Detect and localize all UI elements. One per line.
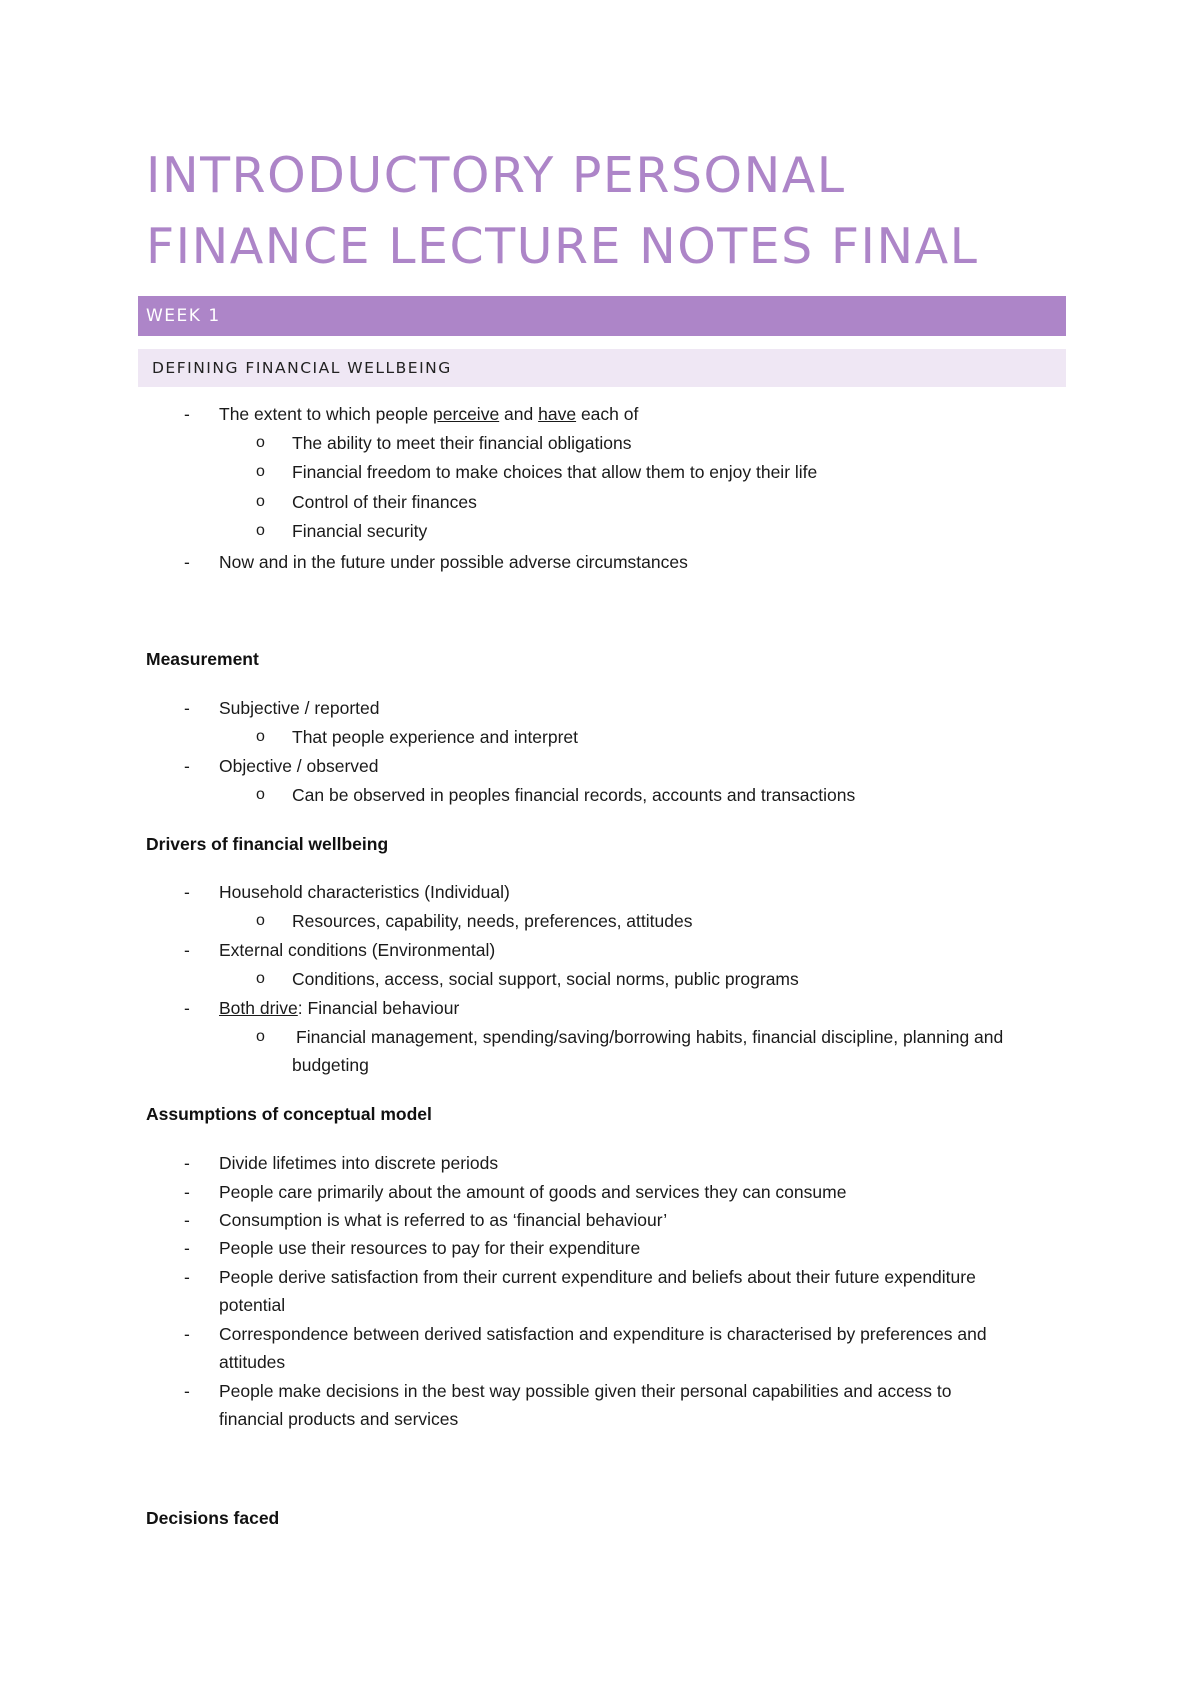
dash-bullet: - xyxy=(184,882,190,902)
assumption-item: Divide lifetimes into discrete periods xyxy=(219,1153,499,1173)
assumption-item-continuation: financial products and services xyxy=(219,1409,459,1429)
measurement-heading: Measurement xyxy=(146,649,259,669)
assumption-item: Consumption is what is referred to as ‘financial behaviour’ xyxy=(219,1210,668,1230)
definition-intro xyxy=(219,401,638,427)
section-heading: DEFINING FINANCIAL WELLBEING xyxy=(152,359,452,377)
title-line-2: FINANCE LECTURE NOTES FINAL xyxy=(146,218,979,275)
underlined-both-drive: Both drive xyxy=(219,998,298,1018)
definition-sub-item: Financial security xyxy=(292,521,428,541)
assumption-item-continuation: attitudes xyxy=(219,1352,286,1372)
dash-bullet: - xyxy=(184,1182,190,1202)
assumptions-heading: Assumptions of conceptual model xyxy=(146,1104,432,1124)
drivers-sub-item: Financial management, spending/saving/borrowing habits, financial discipline, planning and xyxy=(296,1027,1004,1047)
assumption-item-continuation: potential xyxy=(219,1295,286,1315)
dash-bullet: - xyxy=(184,698,190,718)
dash-bullet: - xyxy=(184,552,190,572)
section-heading-bar xyxy=(138,349,1066,387)
circle-bullet: o xyxy=(256,970,265,987)
assumption-item: People care primarily about the amount of goods and services they can consume xyxy=(219,1182,847,1202)
dash-bullet: - xyxy=(184,404,190,424)
circle-bullet: o xyxy=(256,912,265,929)
circle-bullet: o xyxy=(256,1028,265,1045)
dash-bullet: - xyxy=(184,1153,190,1173)
dash-bullet: - xyxy=(184,1381,190,1401)
measurement-sub-item: That people experience and interpret xyxy=(292,727,579,747)
drivers-item-rest: : Financial behaviour xyxy=(297,998,460,1018)
dash-bullet: - xyxy=(184,1238,190,1258)
definition-sub-item: The ability to meet their financial obligations xyxy=(292,433,632,453)
circle-bullet: o xyxy=(256,786,265,803)
measurement-sub-item: Can be observed in peoples financial records, accounts and transactions xyxy=(292,785,856,805)
dash-bullet: - xyxy=(184,998,190,1018)
drivers-sub-item: Conditions, access, social support, social norms, public programs xyxy=(292,969,799,989)
drivers-heading: Drivers of financial wellbeing xyxy=(146,834,389,854)
assumption-item: People make decisions in the best way possible given their personal capabilities and access to xyxy=(219,1381,952,1401)
underlined-perceive: perceive xyxy=(433,404,500,424)
circle-bullet: o xyxy=(256,463,265,480)
circle-bullet: o xyxy=(256,522,265,539)
dash-bullet: - xyxy=(184,1267,190,1287)
drivers-item: Household characteristics (Individual) xyxy=(219,882,510,902)
definition-sub-item: Control of their finances xyxy=(292,492,477,512)
drivers-item xyxy=(219,995,459,1021)
circle-bullet: o xyxy=(256,434,265,451)
definition-intro-end: each of xyxy=(576,404,639,424)
drivers-sub-item-continuation: budgeting xyxy=(292,1055,369,1075)
circle-bullet: o xyxy=(256,493,265,510)
dash-bullet: - xyxy=(184,1210,190,1230)
dash-bullet: - xyxy=(184,940,190,960)
drivers-item: External conditions (Environmental) xyxy=(219,940,496,960)
dash-bullet: - xyxy=(184,1324,190,1344)
definition-intro-text: The extent to which people xyxy=(219,404,434,424)
definition-intro-and: and xyxy=(499,404,539,424)
document-title xyxy=(146,140,1106,282)
week-heading-bar xyxy=(138,296,1066,336)
dash-bullet: - xyxy=(184,756,190,776)
assumption-item: People derive satisfaction from their current expenditure and beliefs about their future expenditure xyxy=(219,1267,976,1287)
assumption-item: Correspondence between derived satisfaction and expenditure is characterised by preferences and xyxy=(219,1324,987,1344)
title-line-1: INTRODUCTORY PERSONAL xyxy=(146,147,846,204)
drivers-sub-item: Resources, capability, needs, preferences, attitudes xyxy=(292,911,693,931)
circle-bullet: o xyxy=(256,728,265,745)
week-heading: WEEK 1 xyxy=(146,306,221,326)
assumption-item: People use their resources to pay for their expenditure xyxy=(219,1238,641,1258)
definition-closing: Now and in the future under possible adverse circumstances xyxy=(219,552,688,572)
definition-sub-item: Financial freedom to make choices that allow them to enjoy their life xyxy=(292,462,818,482)
measurement-item: Objective / observed xyxy=(219,756,379,776)
underlined-have: have xyxy=(538,404,577,424)
measurement-item: Subjective / reported xyxy=(219,698,380,718)
decisions-heading: Decisions faced xyxy=(146,1508,280,1528)
